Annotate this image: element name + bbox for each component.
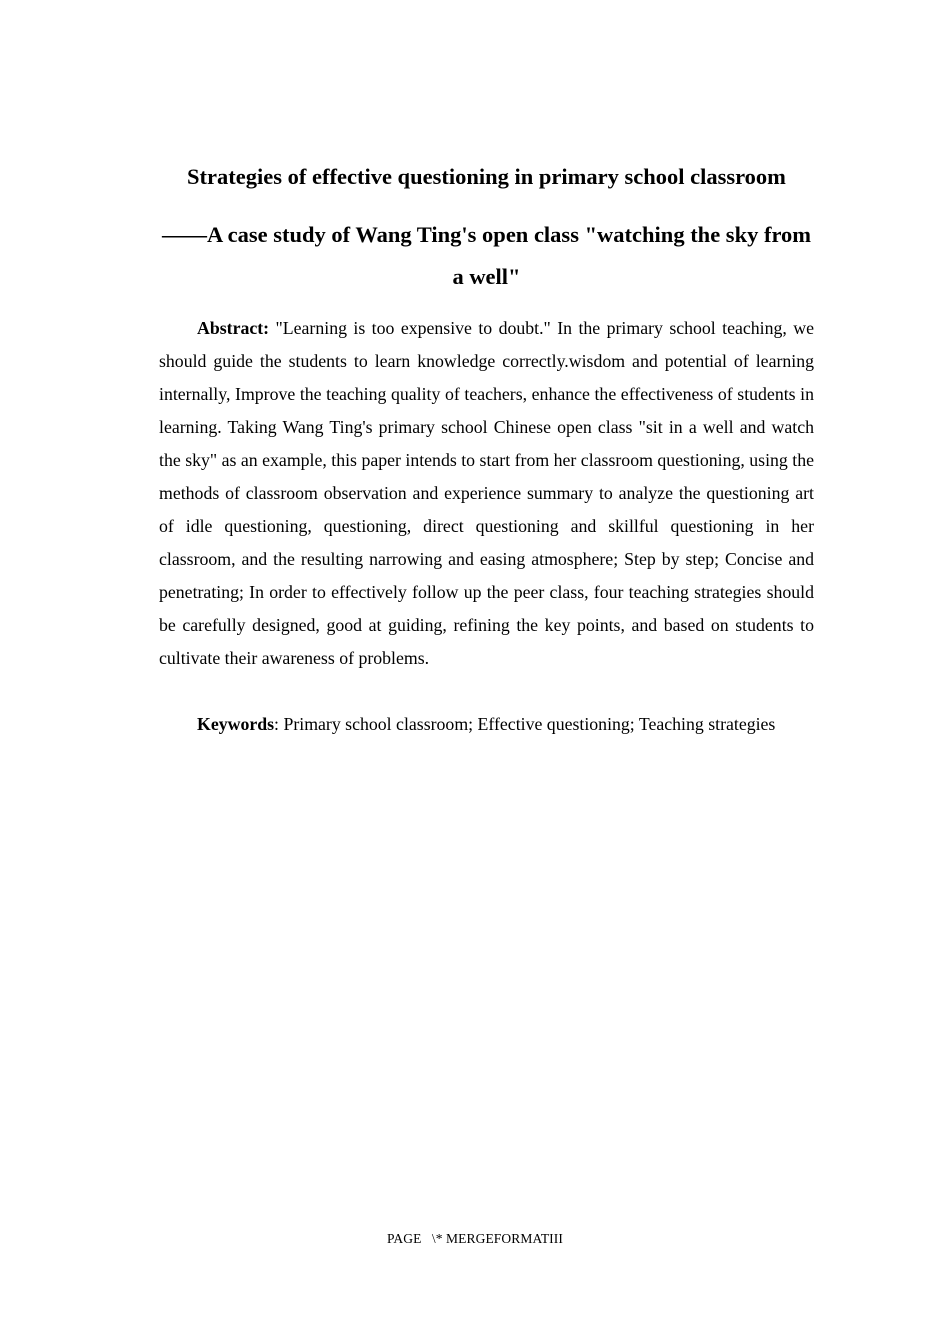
footer-field-code: PAGE \* MERGEFORMATIII: [387, 1231, 563, 1246]
keywords-label: Keywords: [197, 714, 275, 734]
page-footer: [0, 1229, 950, 1249]
keywords-separator: :: [274, 714, 279, 734]
keywords-text: Primary school classroom; Effective questioning; Teaching strategies: [283, 714, 776, 734]
document-subtitle: ——A case study of Wang Ting's open class "watching the sky from a well": [161, 222, 812, 289]
abstract-label: Abstract:: [197, 318, 270, 338]
document-title: Strategies of effective questioning in primary school classroom: [187, 164, 786, 189]
keywords-paragraph: [159, 708, 814, 741]
abstract-text: "Learning is too expensive to doubt." In the primary school teaching, we should guide the students to learn knowledge correctly.wisdom and potential of learning internally, Improve the teaching quality of teachers, enhance the effectiveness of students in learning. Taking Wang Ting's primary school Chinese open class "sit in a well and watch the sky" as an example, this paper intends to start from her classroom questioning, using the methods of classroom observation and experience summary to analyze the questioning art of idle questioning, questioning, direct questioning and skillful questioning in her classroom, and the resulting narrowing and easing atmosphere; Step by step; Concise and penetrating; In order to effectively follow up the peer class, four teaching strategies should be carefully designed, good at guiding, refining the key points, and based on students to cultivate their awareness of problems.: [159, 318, 814, 668]
document-body: [159, 160, 814, 741]
abstract-paragraph: [159, 312, 814, 675]
